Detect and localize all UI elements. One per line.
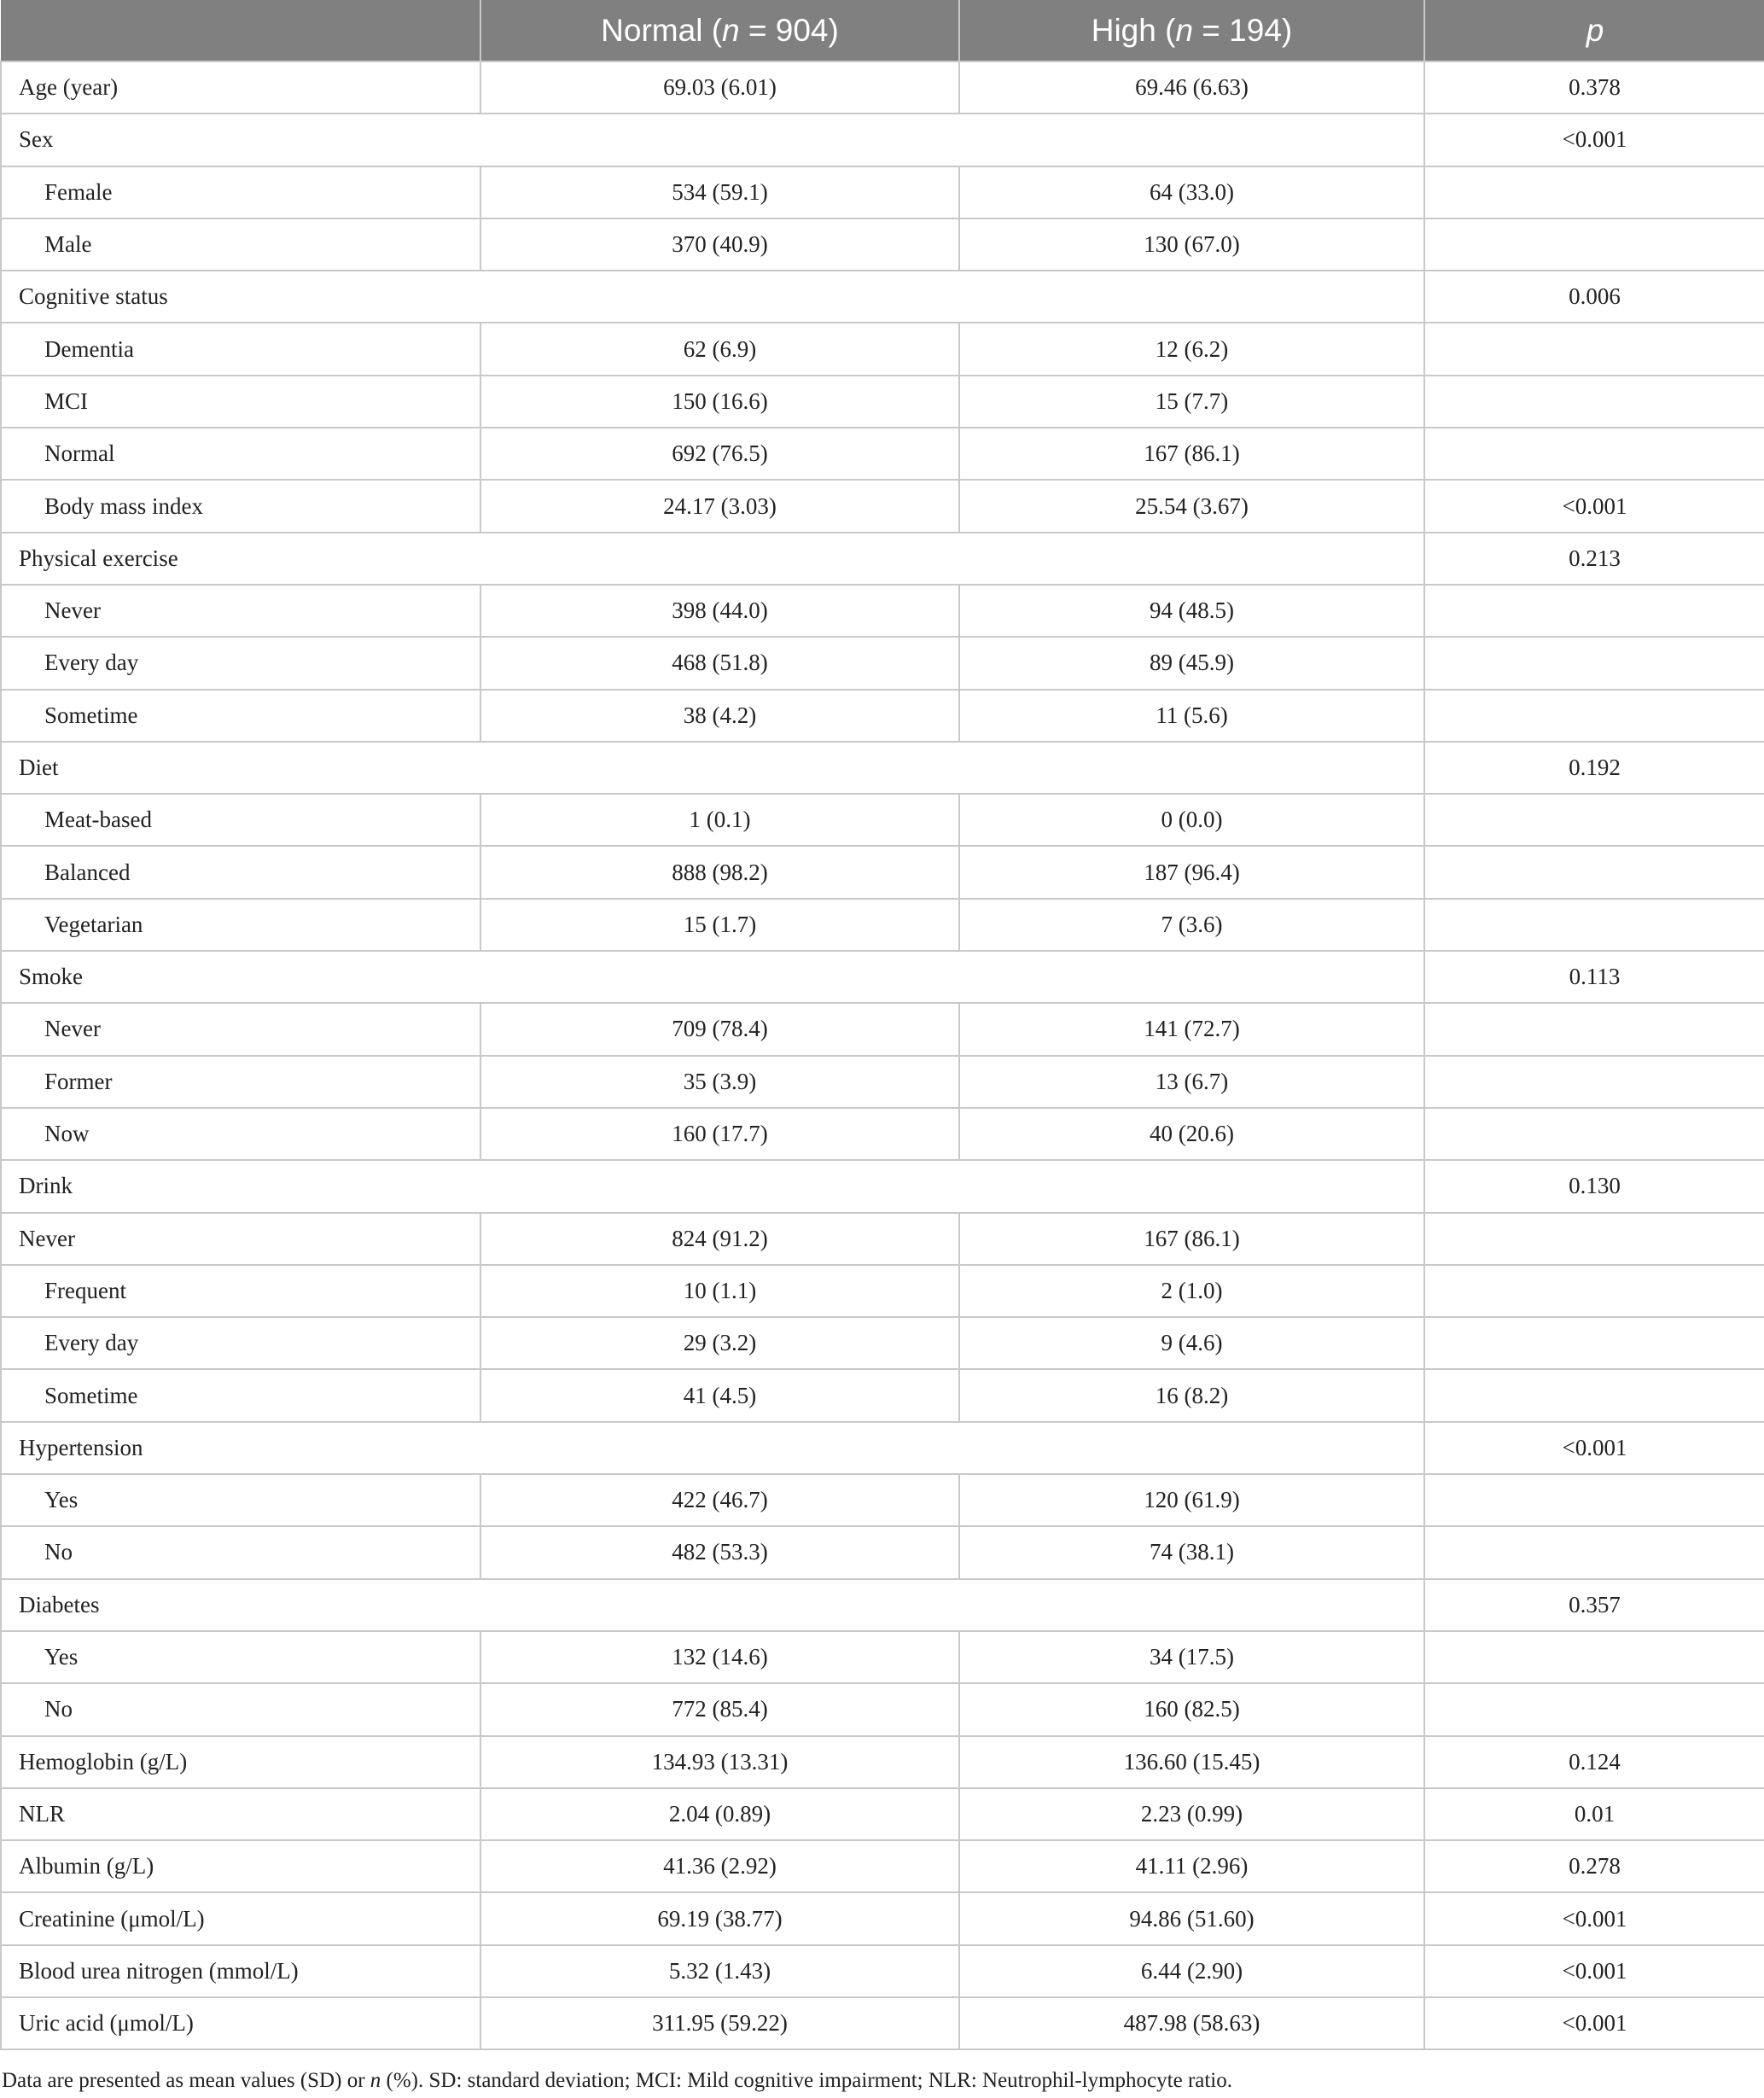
table-row — [1, 794, 1764, 846]
table-row — [1, 690, 1764, 742]
table-row — [1, 323, 1764, 375]
table-row — [1, 1683, 1764, 1735]
cell-high: 187 (96.4) — [959, 846, 1424, 898]
row-label: Hypertension — [1, 1422, 1424, 1474]
table-row — [1, 1317, 1764, 1369]
cell-normal: 772 (85.4) — [480, 1683, 959, 1735]
cell-p-value: 0.192 — [1424, 742, 1764, 794]
cell-high: 9 (4.6) — [959, 1317, 1424, 1369]
cell-high: 40 (20.6) — [959, 1108, 1424, 1160]
cell-p-value: 0.213 — [1424, 533, 1764, 585]
row-label: Drink — [1, 1160, 1424, 1212]
cell-high: 12 (6.2) — [959, 323, 1424, 375]
cell-normal: 888 (98.2) — [480, 846, 959, 898]
table-body — [1, 61, 1764, 2049]
cell-high: 25.54 (3.67) — [959, 480, 1424, 532]
row-label: Sometime — [1, 1369, 480, 1421]
cell-high: 167 (86.1) — [959, 1213, 1424, 1265]
cell-high: 130 (67.0) — [959, 219, 1424, 271]
cell-normal: 482 (53.3) — [480, 1526, 959, 1578]
cell-p-value: 0.006 — [1424, 271, 1764, 323]
cell-high: 141 (72.7) — [959, 1003, 1424, 1055]
cell-high: 15 (7.7) — [959, 376, 1424, 428]
header-row — [1, 0, 1764, 61]
table-row — [1, 637, 1764, 689]
cell-normal: 41 (4.5) — [480, 1369, 959, 1421]
cell-normal: 534 (59.1) — [480, 166, 959, 219]
header-blank — [1, 0, 480, 61]
table-row — [1, 1788, 1764, 1840]
cell-normal: 132 (14.6) — [480, 1631, 959, 1683]
cell-p-value: 0.378 — [1424, 61, 1764, 114]
table-row — [1, 376, 1764, 428]
cell-p-value — [1424, 428, 1764, 480]
cell-normal: 311.95 (59.22) — [480, 1997, 959, 2049]
row-label: Sometime — [1, 690, 480, 742]
cell-high: 6.44 (2.90) — [959, 1945, 1424, 1997]
table-row — [1, 1736, 1764, 1788]
cell-normal: 62 (6.9) — [480, 323, 959, 375]
cell-normal: 1 (0.1) — [480, 794, 959, 846]
table-row — [1, 1997, 1764, 2049]
cell-normal: 468 (51.8) — [480, 637, 959, 689]
row-label: No — [1, 1526, 480, 1578]
row-label: Creatinine (μmol/L) — [1, 1892, 480, 1944]
cell-normal: 69.03 (6.01) — [480, 61, 959, 114]
row-label: Every day — [1, 1317, 480, 1369]
table-row — [1, 1945, 1764, 1997]
cell-p-value: 0.01 — [1424, 1788, 1764, 1840]
table-row — [1, 1579, 1764, 1631]
cell-high: 69.46 (6.63) — [959, 61, 1424, 114]
cell-normal: 69.19 (38.77) — [480, 1892, 959, 1944]
table-header — [1, 0, 1764, 61]
row-label: Never — [1, 585, 480, 637]
cell-p-value: <0.001 — [1424, 1945, 1764, 1997]
row-label: Balanced — [1, 846, 480, 898]
table-row — [1, 1369, 1764, 1421]
cell-normal: 35 (3.9) — [480, 1056, 959, 1108]
cell-normal: 29 (3.2) — [480, 1317, 959, 1369]
table-row — [1, 1108, 1764, 1160]
cell-p-value — [1424, 690, 1764, 742]
table-row — [1, 61, 1764, 114]
cell-p-value — [1424, 376, 1764, 428]
header-p: p — [1424, 0, 1764, 61]
row-label: Albumin (g/L) — [1, 1840, 480, 1892]
table-row — [1, 1840, 1764, 1892]
cell-p-value: <0.001 — [1424, 1422, 1764, 1474]
row-label: Cognitive status — [1, 271, 1424, 323]
table-row — [1, 114, 1764, 166]
row-label: NLR — [1, 1788, 480, 1840]
row-label: Never — [1, 1213, 480, 1265]
cell-normal: 422 (46.7) — [480, 1474, 959, 1526]
cell-p-value — [1424, 1317, 1764, 1369]
row-label: Body mass index — [1, 480, 480, 532]
cell-high: 34 (17.5) — [959, 1631, 1424, 1683]
cell-high: 167 (86.1) — [959, 428, 1424, 480]
cell-high: 136.60 (15.45) — [959, 1736, 1424, 1788]
cell-normal: 15 (1.7) — [480, 899, 959, 951]
cell-high: 94 (48.5) — [959, 585, 1424, 637]
row-label: Dementia — [1, 323, 480, 375]
cell-p-value: 0.130 — [1424, 1160, 1764, 1212]
row-label: Normal — [1, 428, 480, 480]
row-label: Physical exercise — [1, 533, 1424, 585]
cell-p-value: <0.001 — [1424, 1892, 1764, 1944]
cell-normal: 692 (76.5) — [480, 428, 959, 480]
row-label: Diet — [1, 742, 1424, 794]
cell-p-value: <0.001 — [1424, 114, 1764, 166]
cell-high: 74 (38.1) — [959, 1526, 1424, 1578]
cell-p-value — [1424, 1003, 1764, 1055]
cell-normal: 134.93 (13.31) — [480, 1736, 959, 1788]
cell-p-value: 0.278 — [1424, 1840, 1764, 1892]
table-row — [1, 480, 1764, 532]
cell-p-value: 0.357 — [1424, 1579, 1764, 1631]
table-row — [1, 271, 1764, 323]
cell-high: 487.98 (58.63) — [959, 1997, 1424, 2049]
table-row — [1, 951, 1764, 1003]
cell-p-value — [1424, 1265, 1764, 1317]
cell-high: 0 (0.0) — [959, 794, 1424, 846]
table-row — [1, 899, 1764, 951]
table-row — [1, 1422, 1764, 1474]
cell-high: 16 (8.2) — [959, 1369, 1424, 1421]
table-row — [1, 742, 1764, 794]
cell-p-value — [1424, 1213, 1764, 1265]
cell-high: 2 (1.0) — [959, 1265, 1424, 1317]
cell-p-value — [1424, 219, 1764, 271]
row-label: Age (year) — [1, 61, 480, 114]
cell-p-value — [1424, 585, 1764, 637]
row-label: No — [1, 1683, 480, 1735]
table-row — [1, 428, 1764, 480]
cell-p-value — [1424, 1056, 1764, 1108]
table-row — [1, 533, 1764, 585]
row-label: Male — [1, 219, 480, 271]
cell-p-value — [1424, 323, 1764, 375]
header-high: High (n = 194) — [959, 0, 1424, 61]
cell-normal: 2.04 (0.89) — [480, 1788, 959, 1840]
cell-p-value — [1424, 794, 1764, 846]
cell-p-value — [1424, 1526, 1764, 1578]
cell-high: 7 (3.6) — [959, 899, 1424, 951]
row-label: Every day — [1, 637, 480, 689]
row-label: Yes — [1, 1631, 480, 1683]
cell-high: 13 (6.7) — [959, 1056, 1424, 1108]
cell-high: 2.23 (0.99) — [959, 1788, 1424, 1840]
table-row — [1, 219, 1764, 271]
cell-p-value: 0.113 — [1424, 951, 1764, 1003]
cell-p-value: <0.001 — [1424, 1997, 1764, 2049]
cell-p-value — [1424, 846, 1764, 898]
table-row — [1, 1526, 1764, 1578]
row-label: Hemoglobin (g/L) — [1, 1736, 480, 1788]
cell-p-value — [1424, 1631, 1764, 1683]
cell-p-value — [1424, 1683, 1764, 1735]
cell-normal: 824 (91.2) — [480, 1213, 959, 1265]
cell-normal: 10 (1.1) — [480, 1265, 959, 1317]
table-row — [1, 1213, 1764, 1265]
cell-p-value — [1424, 166, 1764, 219]
row-label: Former — [1, 1056, 480, 1108]
cell-high: 160 (82.5) — [959, 1683, 1424, 1735]
row-label: Vegetarian — [1, 899, 480, 951]
cell-high: 120 (61.9) — [959, 1474, 1424, 1526]
table-row — [1, 1892, 1764, 1944]
cell-high: 41.11 (2.96) — [959, 1840, 1424, 1892]
row-label: Female — [1, 166, 480, 219]
row-label: Diabetes — [1, 1579, 1424, 1631]
cell-p-value — [1424, 637, 1764, 689]
cell-p-value — [1424, 1108, 1764, 1160]
table-row — [1, 166, 1764, 219]
cell-normal: 24.17 (3.03) — [480, 480, 959, 532]
row-label: Sex — [1, 114, 1424, 166]
cell-high: 89 (45.9) — [959, 637, 1424, 689]
cell-p-value — [1424, 1474, 1764, 1526]
cell-p-value — [1424, 1369, 1764, 1421]
cell-normal: 5.32 (1.43) — [480, 1945, 959, 1997]
cell-normal: 398 (44.0) — [480, 585, 959, 637]
table-row — [1, 1160, 1764, 1212]
row-label: Now — [1, 1108, 480, 1160]
cell-high: 64 (33.0) — [959, 166, 1424, 219]
row-label: Yes — [1, 1474, 480, 1526]
row-label: Frequent — [1, 1265, 480, 1317]
cell-normal: 709 (78.4) — [480, 1003, 959, 1055]
row-label: Blood urea nitrogen (mmol/L) — [1, 1945, 480, 1997]
table-row — [1, 1265, 1764, 1317]
row-label: Smoke — [1, 951, 1424, 1003]
cell-p-value: 0.124 — [1424, 1736, 1764, 1788]
row-label: Meat-based — [1, 794, 480, 846]
cell-normal: 370 (40.9) — [480, 219, 959, 271]
cell-normal: 38 (4.2) — [480, 690, 959, 742]
cell-p-value — [1424, 899, 1764, 951]
row-label: Never — [1, 1003, 480, 1055]
row-label: MCI — [1, 376, 480, 428]
cell-normal: 160 (17.7) — [480, 1108, 959, 1160]
cell-high: 94.86 (51.60) — [959, 1892, 1424, 1944]
table-row — [1, 1474, 1764, 1526]
cell-high: 11 (5.6) — [959, 690, 1424, 742]
row-label: Uric acid (μmol/L) — [1, 1997, 480, 2049]
table-row — [1, 1056, 1764, 1108]
table-row — [1, 1631, 1764, 1683]
cell-p-value: <0.001 — [1424, 480, 1764, 532]
cell-normal: 150 (16.6) — [480, 376, 959, 428]
table-row — [1, 846, 1764, 898]
cell-normal: 41.36 (2.92) — [480, 1840, 959, 1892]
table-row — [1, 1003, 1764, 1055]
table-footnote: Data are presented as mean values (SD) or n (%). SD: standard deviation; MCI: Mild cognitive impairment; NLR: Neutrophil-lymphocyte ratio. — [2, 2069, 1233, 2092]
header-normal: Normal (n = 904) — [480, 0, 959, 61]
table-row — [1, 585, 1764, 637]
